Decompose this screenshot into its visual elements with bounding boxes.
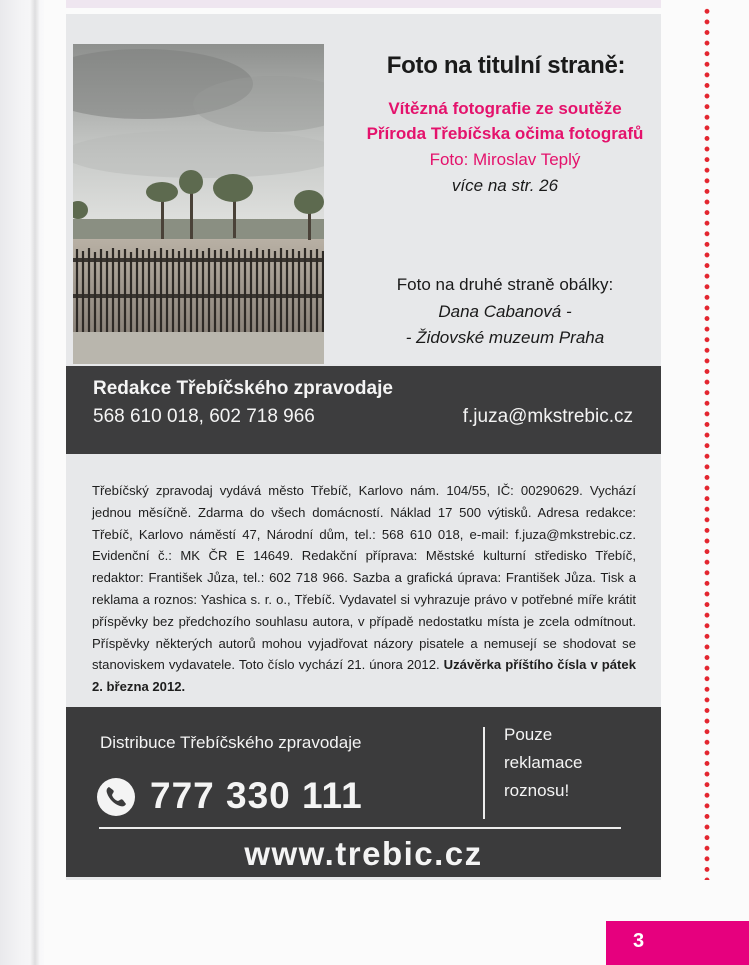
- editorial-title: Redakce Třebíčského zpravodaje: [93, 378, 393, 399]
- cover-photo-author: Foto: Miroslav Teplý: [429, 150, 581, 169]
- editorial-phones: 568 610 018, 602 718 966: [93, 406, 315, 427]
- distribution-panel: [66, 707, 661, 877]
- top-strip: [66, 0, 661, 8]
- landscape-image: [73, 44, 324, 364]
- page-binding-line: [30, 0, 40, 965]
- cover-winner-line-2: Příroda Třebíčska očima fotografů: [366, 124, 644, 143]
- imprint-text: Třebíčský zpravodaj vydává město Třebíč, Karlovo nám. 104/55, IČ: 00290629. Vychází jednou měsíčně. Zdarma do všech domácností. Náklad 17 500 výtisků. Adresa redakce: Třebíč, Karlovo náměstí 47, Národní dům, tel.: 568 610 018, e-mail: f.juza@mkstrebic.cz. Evidenční č.: MK ČR E 14649. Redakční příprava: Městské kulturní středisko Třebíč, redaktor: František Jůza, tel.: 602 718 966. Sazba a grafická úprava: František Jůza. Tisk a reklama a roznos: Yashica s. r. o., Třebíč. Vydavatel si vyhrazuje právo v potřebné míře krátit příspěvky bez předchozího souhlasu autora, v případě nedostatku místa je zcela odmítnout. Příspěvky některých autorů mohou vyjadřovat názory pisatele a nemusejí se shodovat se stanoviskem vydavatele. Toto číslo vychází 21. února 2012.: [92, 483, 636, 673]
- editorial-contact-band: [66, 366, 661, 454]
- cover-photo: [73, 44, 324, 364]
- cover-photo-heading: Foto na titulní straně:: [386, 52, 626, 79]
- distribution-phone[interactable]: 777 330 111: [150, 775, 363, 816]
- distribution-label: Distribuce Třebíčského zpravodaje: [100, 733, 362, 752]
- vertical-divider: [483, 727, 485, 819]
- back-cover-author: Dana Cabanová -: [438, 302, 572, 321]
- imprint-paragraph: [92, 480, 636, 698]
- back-cover-place: - Židovské muzeum Praha: [405, 328, 605, 347]
- cover-more-link: více na str. 26: [451, 176, 559, 195]
- note-line-3: roznosu!: [504, 781, 570, 800]
- editorial-email[interactable]: f.juza@mkstrebic.cz: [462, 406, 633, 427]
- back-cover-heading: Foto na druhé straně obálky:: [396, 275, 614, 294]
- page-number-tab: [606, 921, 749, 965]
- dotted-divider: [703, 6, 711, 880]
- imprint-deadline: Uzávěrka příštího čísla v pátek 2. března 2012.: [92, 657, 636, 695]
- phone-icon: [96, 777, 136, 817]
- page-number: 3: [633, 930, 645, 952]
- distribution-note: [504, 721, 604, 805]
- note-line-2: reklamace: [504, 753, 583, 772]
- website-link[interactable]: www.trebic.cz: [244, 835, 483, 872]
- cover-winner-line-1: Vítězná fotografie ze soutěže: [388, 99, 622, 118]
- note-line-1: Pouze: [504, 725, 553, 744]
- horizontal-divider: [99, 827, 621, 829]
